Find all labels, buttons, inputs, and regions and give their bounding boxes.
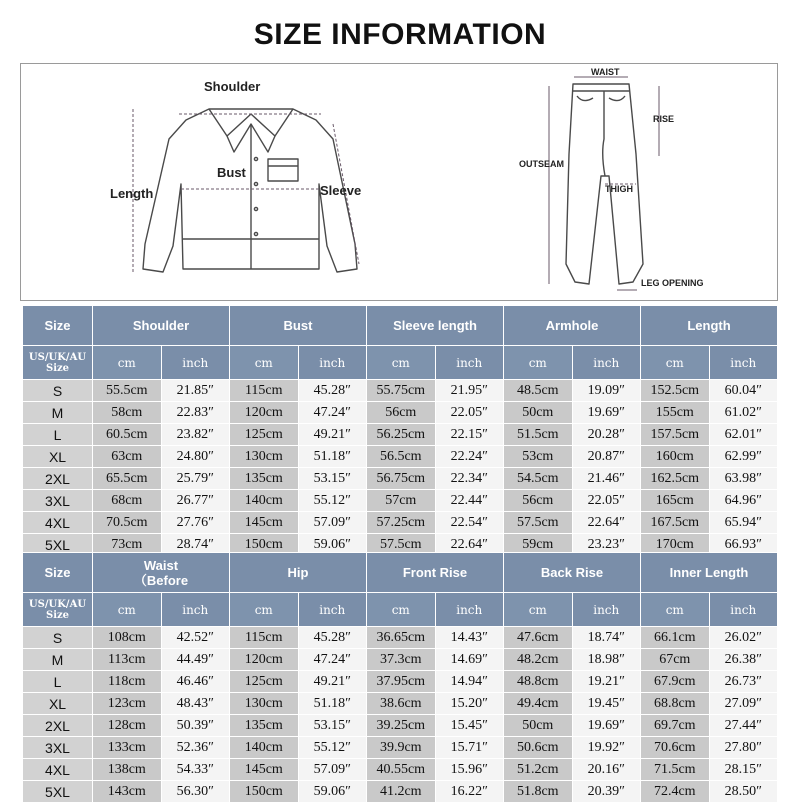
inch-value-cell: 22.05″ — [435, 402, 504, 424]
inch-value-cell: 52.36″ — [161, 737, 230, 759]
inch-value-cell: 51.18″ — [298, 446, 367, 468]
cm-value-cell: 50cm — [504, 715, 573, 737]
inch-value-cell: 22.83″ — [161, 402, 230, 424]
header-length: Length — [641, 306, 778, 346]
inch-value-cell: 27.44″ — [709, 715, 778, 737]
cm-value-cell: 51.8cm — [504, 781, 573, 803]
cm-value-cell: 63cm — [93, 446, 162, 468]
inch-value-cell: 19.92″ — [572, 737, 641, 759]
inch-value-cell: 56.30″ — [161, 781, 230, 803]
inch-value-cell: 22.05″ — [572, 490, 641, 512]
inch-value-cell: 59.06″ — [298, 534, 367, 556]
cm-value-cell: 54.5cm — [504, 468, 573, 490]
inch-value-cell: 61.02″ — [709, 402, 778, 424]
inch-value-cell: 22.34″ — [435, 468, 504, 490]
inch-value-cell: 26.73″ — [709, 671, 778, 693]
table-row — [23, 649, 778, 671]
cm-value-cell: 51.2cm — [504, 759, 573, 781]
bottom-table-header-row — [23, 553, 778, 593]
cm-value-cell: 115cm — [230, 627, 299, 649]
size-cell: XL — [23, 446, 93, 468]
inch-value-cell: 49.21″ — [298, 424, 367, 446]
inch-value-cell: 26.38″ — [709, 649, 778, 671]
cm-value-cell: 39.25cm — [367, 715, 436, 737]
size-cell: L — [23, 671, 93, 693]
inch-value-cell: 14.94″ — [435, 671, 504, 693]
header-shoulder: Shoulder — [93, 306, 230, 346]
cm-value-cell: 150cm — [230, 534, 299, 556]
size-cell: M — [23, 649, 93, 671]
cm-value-cell: 56cm — [504, 490, 573, 512]
unit-label: cm — [504, 593, 573, 627]
inch-value-cell: 22.15″ — [435, 424, 504, 446]
cm-value-cell: 130cm — [230, 693, 299, 715]
unit-label: inch — [709, 593, 778, 627]
cm-value-cell: 37.3cm — [367, 649, 436, 671]
header-waist: Waist （Before — [93, 553, 230, 593]
inch-value-cell: 57.09″ — [298, 759, 367, 781]
size-cell: S — [23, 380, 93, 402]
unit-label: inch — [435, 593, 504, 627]
inch-value-cell: 23.82″ — [161, 424, 230, 446]
cm-value-cell: 155cm — [641, 402, 710, 424]
inch-value-cell: 19.21″ — [572, 671, 641, 693]
cm-value-cell: 48.8cm — [504, 671, 573, 693]
cm-value-cell: 145cm — [230, 759, 299, 781]
inch-value-cell: 28.15″ — [709, 759, 778, 781]
inch-value-cell: 15.96″ — [435, 759, 504, 781]
inch-value-cell: 45.28″ — [298, 627, 367, 649]
table-row — [23, 380, 778, 402]
top-table-unit-row — [23, 346, 778, 380]
cm-value-cell: 69.7cm — [641, 715, 710, 737]
inch-value-cell: 47.24″ — [298, 402, 367, 424]
inch-value-cell: 20.16″ — [572, 759, 641, 781]
inch-value-cell: 65.94″ — [709, 512, 778, 534]
unit-label: inch — [298, 346, 367, 380]
table-row — [23, 468, 778, 490]
inch-value-cell: 20.87″ — [572, 446, 641, 468]
inch-value-cell: 26.77″ — [161, 490, 230, 512]
cm-value-cell: 157.5cm — [641, 424, 710, 446]
cm-value-cell: 57.5cm — [504, 512, 573, 534]
cm-value-cell: 68cm — [93, 490, 162, 512]
inch-value-cell: 19.09″ — [572, 380, 641, 402]
inch-value-cell: 21.46″ — [572, 468, 641, 490]
inch-value-cell: 55.12″ — [298, 737, 367, 759]
inch-value-cell: 42.52″ — [161, 627, 230, 649]
inch-value-cell: 28.50″ — [709, 781, 778, 803]
inch-value-cell: 15.45″ — [435, 715, 504, 737]
cm-value-cell: 59cm — [504, 534, 573, 556]
table-row — [23, 715, 778, 737]
inch-value-cell: 44.49″ — [161, 649, 230, 671]
cm-value-cell: 160cm — [641, 446, 710, 468]
inch-value-cell: 50.39″ — [161, 715, 230, 737]
inch-value-cell: 62.01″ — [709, 424, 778, 446]
cm-value-cell: 66.1cm — [641, 627, 710, 649]
cm-value-cell: 48.2cm — [504, 649, 573, 671]
inch-value-cell: 22.44″ — [435, 490, 504, 512]
cm-value-cell: 65.5cm — [93, 468, 162, 490]
inch-value-cell: 66.93″ — [709, 534, 778, 556]
cm-value-cell: 55.75cm — [367, 380, 436, 402]
inch-value-cell: 64.96″ — [709, 490, 778, 512]
table-row — [23, 402, 778, 424]
shirt-label-shoulder: Shoulder — [204, 79, 261, 94]
header-back-rise: Back Rise — [504, 553, 641, 593]
unit-label: cm — [641, 593, 710, 627]
inch-value-cell: 57.09″ — [298, 512, 367, 534]
size-cell: 4XL — [23, 759, 93, 781]
cm-value-cell: 67cm — [641, 649, 710, 671]
cm-value-cell: 130cm — [230, 446, 299, 468]
header-size: Size — [23, 553, 93, 593]
cm-value-cell: 50cm — [504, 402, 573, 424]
cm-value-cell: 41.2cm — [367, 781, 436, 803]
unit-label: cm — [230, 593, 299, 627]
pants-label-outseam: OUTSEAM — [519, 159, 564, 169]
unit-label: inch — [709, 346, 778, 380]
cm-value-cell: 123cm — [93, 693, 162, 715]
unit-label: cm — [93, 346, 162, 380]
inch-value-cell: 18.98″ — [572, 649, 641, 671]
cm-value-cell: 115cm — [230, 380, 299, 402]
table-row — [23, 671, 778, 693]
inch-value-cell: 18.74″ — [572, 627, 641, 649]
inch-value-cell: 51.18″ — [298, 693, 367, 715]
cm-value-cell: 140cm — [230, 490, 299, 512]
table-row — [23, 424, 778, 446]
cm-value-cell: 49.4cm — [504, 693, 573, 715]
unit-label: cm — [93, 593, 162, 627]
table-row — [23, 781, 778, 803]
top-table-header-row — [23, 306, 778, 346]
inch-value-cell: 47.24″ — [298, 649, 367, 671]
garment-diagram — [20, 63, 778, 301]
inch-value-cell: 14.43″ — [435, 627, 504, 649]
inch-value-cell: 45.28″ — [298, 380, 367, 402]
cm-value-cell: 152.5cm — [641, 380, 710, 402]
size-cell: S — [23, 627, 93, 649]
cm-value-cell: 51.5cm — [504, 424, 573, 446]
cm-value-cell: 140cm — [230, 737, 299, 759]
inch-value-cell: 19.69″ — [572, 402, 641, 424]
inch-value-cell: 22.24″ — [435, 446, 504, 468]
shirt-label-length: Length — [110, 186, 154, 201]
size-cell: 5XL — [23, 534, 93, 556]
pants-label-waist: WAIST — [591, 67, 620, 77]
cm-value-cell: 125cm — [230, 671, 299, 693]
cm-value-cell: 56.5cm — [367, 446, 436, 468]
pants-label-rise: RISE — [653, 114, 675, 124]
table-row — [23, 512, 778, 534]
cm-value-cell: 57.5cm — [367, 534, 436, 556]
cm-value-cell: 68.8cm — [641, 693, 710, 715]
size-cell: 3XL — [23, 737, 93, 759]
cm-value-cell: 128cm — [93, 715, 162, 737]
pants-label-thigh: THIGH — [605, 184, 633, 194]
cm-value-cell: 133cm — [93, 737, 162, 759]
inch-value-cell: 63.98″ — [709, 468, 778, 490]
cm-value-cell: 67.9cm — [641, 671, 710, 693]
table-row — [23, 627, 778, 649]
cm-value-cell: 56cm — [367, 402, 436, 424]
table-row — [23, 446, 778, 468]
bottom-table-unit-row — [23, 593, 778, 627]
inch-value-cell: 16.22″ — [435, 781, 504, 803]
inch-value-cell: 22.54″ — [435, 512, 504, 534]
inch-value-cell: 60.04″ — [709, 380, 778, 402]
shirt-label-bust: Bust — [217, 165, 246, 180]
cm-value-cell: 71.5cm — [641, 759, 710, 781]
cm-value-cell: 53cm — [504, 446, 573, 468]
page-title: SIZE INFORMATION — [253, 18, 547, 51]
pants-label-leg-opening: LEG OPENING — [641, 278, 704, 288]
cm-value-cell: 143cm — [93, 781, 162, 803]
cm-value-cell: 50.6cm — [504, 737, 573, 759]
cm-value-cell: 40.55cm — [367, 759, 436, 781]
unit-label: inch — [298, 593, 367, 627]
inch-value-cell: 14.69″ — [435, 649, 504, 671]
cm-value-cell: 145cm — [230, 512, 299, 534]
cm-value-cell: 38.6cm — [367, 693, 436, 715]
cm-value-cell: 170cm — [641, 534, 710, 556]
inch-value-cell: 59.06″ — [298, 781, 367, 803]
inch-value-cell: 15.20″ — [435, 693, 504, 715]
size-cell: 4XL — [23, 512, 93, 534]
size-cell: L — [23, 424, 93, 446]
size-cell: 2XL — [23, 468, 93, 490]
unit-label: inch — [435, 346, 504, 380]
cm-value-cell: 58cm — [93, 402, 162, 424]
size-cell: XL — [23, 693, 93, 715]
inch-value-cell: 28.74″ — [161, 534, 230, 556]
inch-value-cell: 19.45″ — [572, 693, 641, 715]
size-cell: 3XL — [23, 490, 93, 512]
unit-label: cm — [230, 346, 299, 380]
size-cell: M — [23, 402, 93, 424]
unit-label: cm — [367, 346, 436, 380]
cm-value-cell: 55.5cm — [93, 380, 162, 402]
unit-label: cm — [504, 346, 573, 380]
cm-value-cell: 47.6cm — [504, 627, 573, 649]
header-sleeve-length: Sleeve length — [367, 306, 504, 346]
inch-value-cell: 23.23″ — [572, 534, 641, 556]
unit-label: inch — [572, 346, 641, 380]
cm-value-cell: 113cm — [93, 649, 162, 671]
inch-value-cell: 22.64″ — [435, 534, 504, 556]
cm-value-cell: 73cm — [93, 534, 162, 556]
cm-value-cell: 57.25cm — [367, 512, 436, 534]
cm-value-cell: 39.9cm — [367, 737, 436, 759]
inch-value-cell: 55.12″ — [298, 490, 367, 512]
inch-value-cell: 46.46″ — [161, 671, 230, 693]
unit-label: inch — [161, 593, 230, 627]
inch-value-cell: 48.43″ — [161, 693, 230, 715]
cm-value-cell: 108cm — [93, 627, 162, 649]
header-inner-length: Inner Length — [641, 553, 778, 593]
cm-value-cell: 56.25cm — [367, 424, 436, 446]
cm-value-cell: 162.5cm — [641, 468, 710, 490]
table-row — [23, 490, 778, 512]
cm-value-cell: 48.5cm — [504, 380, 573, 402]
cm-value-cell: 57cm — [367, 490, 436, 512]
size-cell: 2XL — [23, 715, 93, 737]
header-hip: Hip — [230, 553, 367, 593]
cm-value-cell: 150cm — [230, 781, 299, 803]
inch-value-cell: 15.71″ — [435, 737, 504, 759]
header-armhole: Armhole — [504, 306, 641, 346]
cm-value-cell: 70.6cm — [641, 737, 710, 759]
top-table-body — [23, 380, 778, 556]
inch-value-cell: 19.69″ — [572, 715, 641, 737]
header-bust: Bust — [230, 306, 367, 346]
garment-diagram-svg — [21, 64, 777, 300]
header-front-rise: Front Rise — [367, 553, 504, 593]
cm-value-cell: 60.5cm — [93, 424, 162, 446]
unit-label: inch — [572, 593, 641, 627]
unit-label: cm — [367, 593, 436, 627]
cm-value-cell: 118cm — [93, 671, 162, 693]
size-cell: 5XL — [23, 781, 93, 803]
inch-value-cell: 21.95″ — [435, 380, 504, 402]
unit-label: cm — [641, 346, 710, 380]
bottom-size-table — [22, 552, 778, 803]
inch-value-cell: 21.85″ — [161, 380, 230, 402]
table-row — [23, 759, 778, 781]
inch-value-cell: 24.80″ — [161, 446, 230, 468]
inch-value-cell: 27.76″ — [161, 512, 230, 534]
inch-value-cell: 54.33″ — [161, 759, 230, 781]
inch-value-cell: 20.39″ — [572, 781, 641, 803]
size-standard-label: US/UK/AU Size — [23, 346, 93, 380]
cm-value-cell: 135cm — [230, 715, 299, 737]
inch-value-cell: 22.64″ — [572, 512, 641, 534]
inch-value-cell: 20.28″ — [572, 424, 641, 446]
inch-value-cell: 25.79″ — [161, 468, 230, 490]
inch-value-cell: 53.15″ — [298, 468, 367, 490]
table-row — [23, 693, 778, 715]
cm-value-cell: 138cm — [93, 759, 162, 781]
size-standard-label: US/UK/AU Size — [23, 593, 93, 627]
cm-value-cell: 72.4cm — [641, 781, 710, 803]
inch-value-cell: 26.02″ — [709, 627, 778, 649]
shirt-label-sleeve: Sleeve — [320, 183, 362, 198]
cm-value-cell: 70.5cm — [93, 512, 162, 534]
cm-value-cell: 56.75cm — [367, 468, 436, 490]
unit-label: inch — [161, 346, 230, 380]
inch-value-cell: 49.21″ — [298, 671, 367, 693]
bottom-table-body — [23, 627, 778, 803]
inch-value-cell: 53.15″ — [298, 715, 367, 737]
cm-value-cell: 120cm — [230, 402, 299, 424]
top-size-table — [22, 305, 778, 556]
cm-value-cell: 120cm — [230, 649, 299, 671]
header-size: Size — [23, 306, 93, 346]
inch-value-cell: 27.09″ — [709, 693, 778, 715]
cm-value-cell: 125cm — [230, 424, 299, 446]
inch-value-cell: 62.99″ — [709, 446, 778, 468]
cm-value-cell: 167.5cm — [641, 512, 710, 534]
cm-value-cell: 36.65cm — [367, 627, 436, 649]
inch-value-cell: 27.80″ — [709, 737, 778, 759]
table-row — [23, 737, 778, 759]
cm-value-cell: 165cm — [641, 490, 710, 512]
cm-value-cell: 37.95cm — [367, 671, 436, 693]
cm-value-cell: 135cm — [230, 468, 299, 490]
